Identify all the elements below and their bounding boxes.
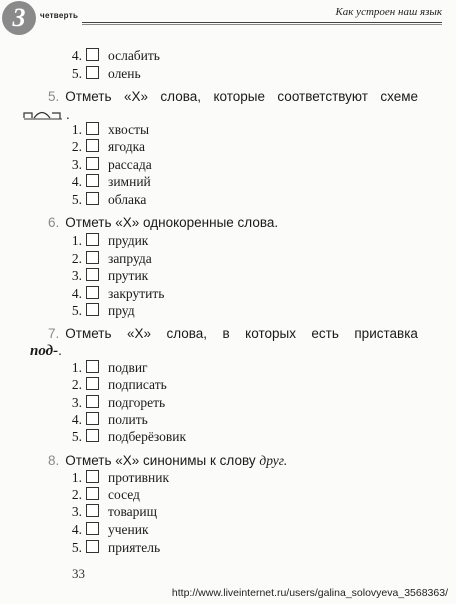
answer-checkbox[interactable] [86,174,99,187]
item-word: прудик [108,233,149,248]
task-8-prompt [48,452,287,470]
prompt-word: «Х» [126,326,152,341]
answer-checkbox[interactable] [86,429,99,442]
item-number: 2. [71,377,82,392]
list-item [66,157,152,173]
item-number: 1. [71,470,82,485]
prompt-word: приставка [354,326,418,341]
quarter-label: четверть [40,11,79,20]
prefix-highlight: под- [30,343,59,359]
item-number: 5. [71,192,82,207]
task-7-line-2 [30,342,62,360]
list-item [66,139,145,155]
item-number: 5. [71,540,82,555]
item-word: подберёзовик [108,429,187,444]
list-item [66,268,148,284]
item-word: облака [108,192,147,207]
answer-checkbox[interactable] [86,139,99,152]
item-word: рассада [108,157,152,172]
item-number: 2. [71,251,82,266]
item-word: полить [108,412,148,427]
answer-checkbox[interactable] [86,251,99,264]
prompt-word: «Х» [123,89,148,104]
answer-checkbox[interactable] [86,504,99,517]
answer-checkbox[interactable] [86,377,99,390]
item-word: хвосты [108,122,150,137]
item-number: 1. [71,122,82,137]
item-word: товарищ [108,504,158,519]
task-5-prompt [48,88,418,106]
prompt-word: которых [245,326,296,341]
task-number: 7. [48,326,60,341]
item-number: 4. [71,174,82,189]
task-7-line-1 [48,325,418,343]
answer-checkbox[interactable] [86,66,99,79]
answer-checkbox[interactable] [86,360,99,373]
answer-checkbox[interactable] [86,470,99,483]
list-item [66,192,146,208]
answer-checkbox[interactable] [86,233,99,246]
list-item [66,303,135,319]
watermark-url: http://www.liveinternet.ru/users/galina_solovyeva_3568363/ [171,587,448,599]
answer-checkbox[interactable] [86,540,99,553]
item-number: 3. [71,504,82,519]
item-number: 5. [71,303,82,318]
item-number: 2. [71,139,82,154]
keyword: друг. [259,453,288,468]
list-item [66,429,186,445]
item-word: прутик [108,268,149,283]
item-number: 4. [71,48,82,63]
item-number: 1. [71,233,82,248]
item-word: подписать [108,377,167,392]
item-number: 3. [71,268,82,283]
item-number: 1. [71,360,82,375]
prompt-word: слова, [160,89,201,104]
prompt-word: Отметь [65,89,112,104]
answer-checkbox[interactable] [86,395,99,408]
item-word: ученик [108,522,149,537]
item-number: 2. [71,487,82,502]
item-number: 4. [71,522,82,537]
list-item [66,286,164,302]
item-number: 3. [71,157,82,172]
list-item [66,412,148,428]
quarter-badge [2,1,36,35]
task-number: 8. [48,453,60,468]
item-number: 5. [71,429,82,444]
item-word: ослабить [108,48,160,63]
task-7-prompt [48,325,418,343]
task-5-line-1 [48,88,418,106]
item-word: сосед [108,487,140,502]
item-number: 4. [71,286,82,301]
item-word: ягодка [108,139,145,154]
answer-checkbox[interactable] [86,157,99,170]
item-number: 3. [71,395,82,410]
task-number: 5. [48,89,60,104]
task-8-text: Отметь «Х» синонимы к слову [65,453,256,468]
list-item [66,174,151,190]
item-word: закрутить [108,286,165,301]
list-item [66,122,149,138]
answer-checkbox[interactable] [86,268,99,281]
answer-checkbox[interactable] [86,303,99,316]
list-item [66,48,160,64]
prompt-word: схеме [380,89,418,104]
header-rule [82,22,442,23]
item-word: олень [108,66,141,81]
answer-checkbox[interactable] [86,487,99,500]
task-number: 6. [48,215,60,230]
quarter-badge-number: 3 [12,3,26,32]
item-number: 4. [71,412,82,427]
prompt-word: слова, [166,326,208,341]
item-word: подгореть [108,395,166,410]
answer-checkbox[interactable] [86,48,99,61]
header-rule-secondary [82,24,442,25]
list-item [66,504,157,520]
list-item [66,487,140,503]
prompt-word: соответствуют [277,89,368,104]
answer-checkbox[interactable] [86,192,99,205]
answer-checkbox[interactable] [86,522,99,535]
item-word: противник [108,470,170,485]
prompt-period: . [58,343,62,358]
prompt-word: Отметь [65,326,112,341]
answer-checkbox[interactable] [86,412,99,425]
task-6-prompt [48,214,278,232]
prompt-word: есть [311,326,339,341]
list-item [66,377,167,393]
answer-checkbox[interactable] [86,286,99,299]
answer-checkbox[interactable] [86,122,99,135]
word-scheme-diagram [22,107,66,121]
item-word: пруд [108,303,135,318]
running-title: Как устроен наш язык [335,6,442,18]
prompt-word: в [222,326,230,341]
list-item [66,470,169,486]
list-item [66,233,148,249]
list-item [66,395,165,411]
page-number: 33 [72,566,85,581]
list-item [66,360,148,376]
item-word: зимний [108,174,151,189]
item-word: приятель [108,540,161,555]
task-6-text: Отметь «Х» однокоренные слова. [65,215,279,230]
item-number: 5. [71,66,82,81]
item-word: подвиг [108,360,148,375]
prompt-word: которые [213,89,265,104]
list-item [66,66,141,82]
list-item [66,522,149,538]
prompt-period: . [66,107,70,122]
item-word: запруда [108,251,152,266]
list-item [66,251,152,267]
list-item [66,540,160,556]
page-header [0,0,456,32]
